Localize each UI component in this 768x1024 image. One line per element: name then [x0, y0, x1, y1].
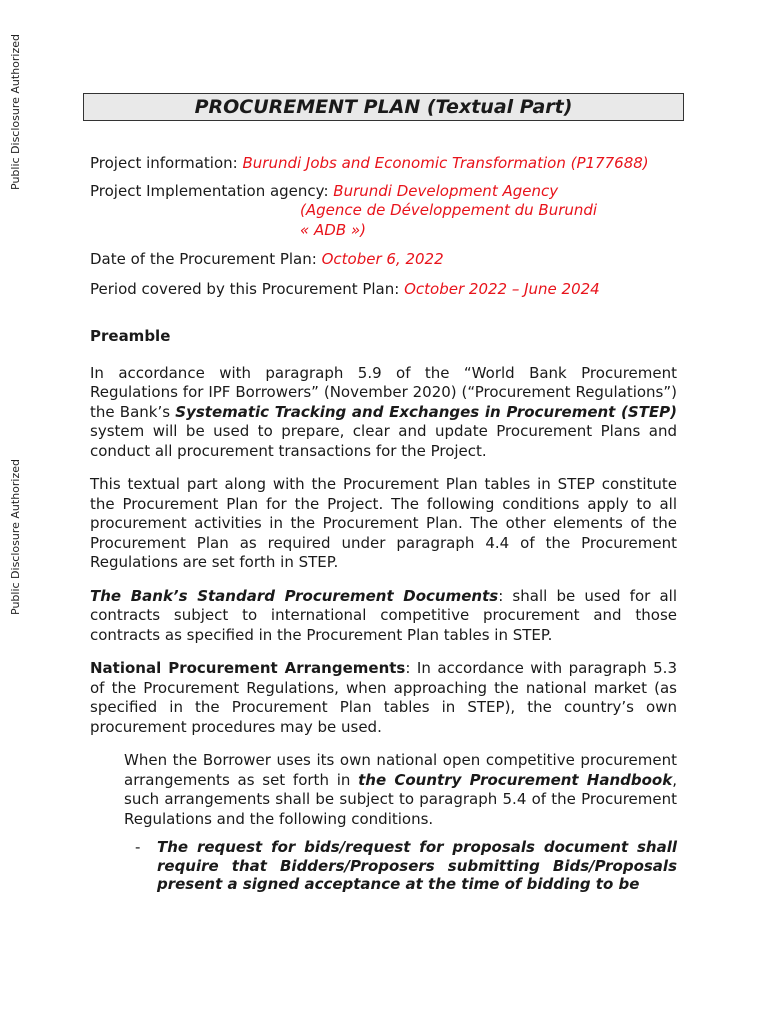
watermark-bottom: Public Disclosure Authorized: [9, 459, 22, 616]
agency-value-3: « ADB »): [300, 220, 367, 239]
project-info-value: Burundi Jobs and Economic Transformation (P177688): [242, 154, 649, 172]
plan-date-value: October 6, 2022: [321, 250, 444, 268]
project-info: [90, 154, 677, 174]
p1-text-b: system will be used to prepare, clear and update Procurement Plans and conduct all procurement transactions for the Project.: [90, 422, 677, 460]
country-handbook-name: the Country Procurement Handbook: [358, 770, 673, 789]
agency: [90, 182, 677, 241]
p5-text-b: , such arrangements shall be subject to paragraph 5.4 of the Procurement Regulations and the following conditions.: [124, 770, 677, 828]
national-arrangements-title: National Procurement Arrangements: [90, 659, 406, 677]
plan-date: [90, 250, 677, 270]
document-title: PROCUREMENT PLAN (Textual Part): [83, 93, 684, 121]
p4-text: : In accordance with paragraph 5.3 of the Procurement Regulations, when approaching the national market (as specified in the Procurement Plan tables in STEP), the country’s own procurement procedures may be used.: [90, 659, 677, 736]
plan-date-label: Date of the Procurement Plan:: [90, 250, 317, 268]
standard-documents-title: The Bank’s Standard Procurement Documents: [90, 586, 499, 605]
period-label: Period covered by this Procurement Plan: [90, 279, 395, 298]
period-sep: :: [394, 279, 400, 298]
document-body: [90, 154, 677, 894]
condition-list-item: [135, 838, 677, 894]
agency-label: Project Implementation agency:: [90, 181, 329, 200]
bullet-dash: -: [135, 838, 141, 856]
p3-text: : shall be used for all contracts subject to international competitive procurement and those contracts as specified in the Procurement Plan tables in STEP.: [90, 586, 677, 644]
agency-value-1: Burundi Development Agency: [333, 181, 559, 200]
p1-text-a: In accordance with paragraph 5.9 of the “World Bank Procurement Regulations for IPF Borrowers” (November 2020) (“Procurement Regulations”) the Bank’s: [90, 363, 677, 421]
preamble-paragraph-2: This textual part along with the Procurement Plan tables in STEP constitute the Procurement Plan for the Project. The following conditions apply to all procurement activities in the Procurement Plan. The other elements of the Procurement Plan as required under paragraph 4.4 of the Procurement Regulations are set forth in STEP.: [90, 475, 677, 571]
period: [90, 280, 677, 300]
preamble-heading: Preamble: [90, 327, 171, 345]
preamble-paragraph-1: [90, 364, 677, 462]
preamble-paragraph-4: [90, 659, 677, 737]
project-info-label: Project information:: [90, 154, 238, 172]
p5-text-a: When the Borrower uses its own national open competitive procurement arrangements as set forth in: [124, 751, 677, 789]
preamble-paragraph-5: [124, 751, 677, 829]
agency-value-2: (Agence de Développement du Burundi: [300, 201, 598, 219]
preamble-paragraph-3: [90, 587, 677, 646]
watermark-top: Public Disclosure Authorized: [9, 34, 22, 191]
step-system-name: Systematic Tracking and Exchanges in Procurement (STEP): [175, 402, 677, 421]
period-value: October 2022 – June 2024: [404, 279, 600, 298]
condition-text: The request for bids/request for proposals document shall require that Bidders/Proposers submitting Bids/Proposals present a signed acceptance at the time of bidding to be: [157, 838, 677, 893]
